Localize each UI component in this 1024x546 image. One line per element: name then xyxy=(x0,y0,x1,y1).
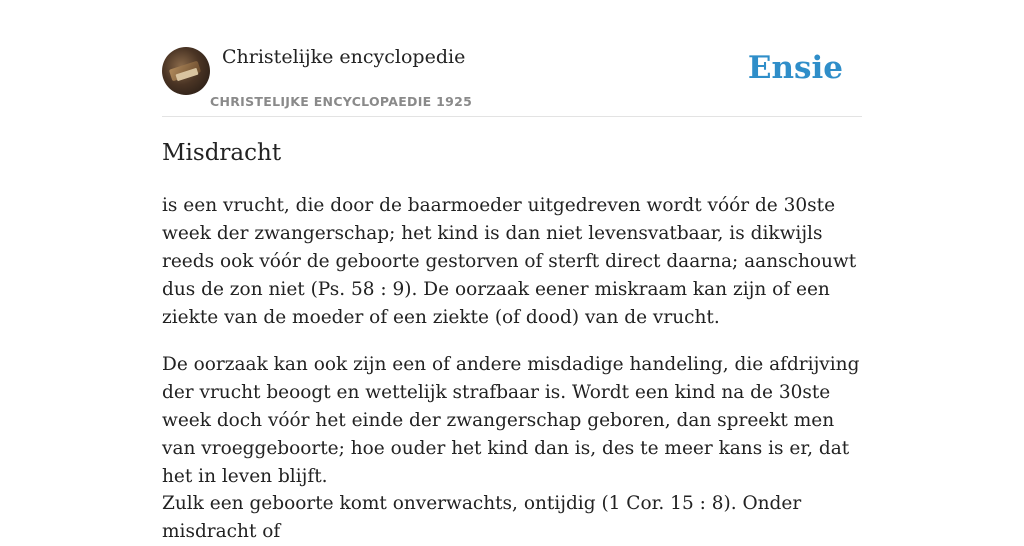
encyclopedia-avatar[interactable] xyxy=(162,47,210,95)
ensie-logo[interactable]: Ensie xyxy=(747,50,843,86)
site-title-link[interactable]: Christelijke encyclopedie xyxy=(222,46,466,68)
article-paragraph-3: Zulk een geboorte komt onverwachts, ontijdig (1 Cor. 15 : 8). Onder misdracht of xyxy=(162,493,802,542)
article-paragraph-1: is een vrucht, die door de baarmoeder uitgedreven wordt vóór de 30ste week der zwangerschap; het kind is dan niet levensvatbaar, is dikwijls reeds ook vóór de geboorte gestorven of sterft direct daarna; aanschouwt dus de zon niet (Ps. 58 : 9). De oorzaak eener miskraam kan zijn of een ziekte van de moeder of een ziekte (of dood) van de vrucht. xyxy=(162,195,857,328)
site-header xyxy=(162,0,862,117)
page-container xyxy=(162,0,862,542)
article-paragraph-2: De oorzaak kan ook zijn een of andere misdadige handeling, die afdrijving der vrucht beoogt en wettelijk strafbaar is. Wordt een kind na de 30ste week doch vóór het einde der zwangerschap geboren, dan spreekt men van vroeggeboorte; hoe ouder het kind dan is, des te meer kans is er, dat het in leven blijft. xyxy=(162,354,860,487)
encyclopedia-subtitle: CHRISTELIJKE ENCYCLOPAEDIE 1925 xyxy=(210,94,473,109)
article-title: Misdracht xyxy=(162,140,282,166)
